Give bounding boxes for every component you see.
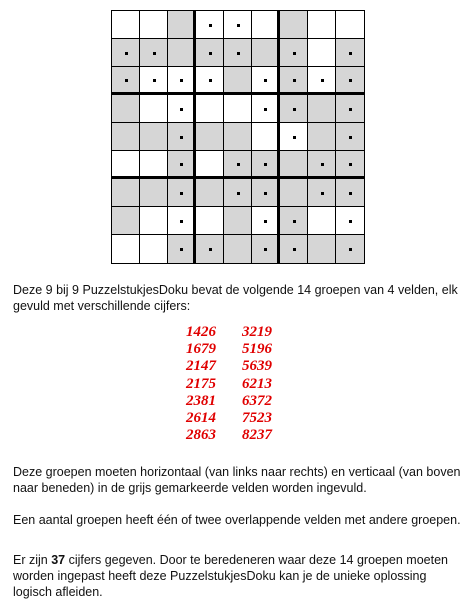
given-marker — [153, 79, 156, 82]
grid-cell — [224, 39, 252, 67]
grid-cell — [224, 151, 252, 179]
grid-cell — [280, 179, 308, 207]
group-number: 6213 — [242, 375, 272, 392]
grid-cell — [336, 151, 364, 179]
given-marker — [293, 248, 296, 251]
given-marker — [321, 79, 324, 82]
given-marker — [349, 52, 352, 55]
grid-cell — [168, 123, 196, 151]
grid-cell — [308, 39, 336, 67]
given-marker — [180, 248, 183, 251]
given-marker — [125, 52, 128, 55]
given-marker — [293, 136, 296, 139]
grid-cell — [336, 123, 364, 151]
given-marker — [180, 192, 183, 195]
grid-cell — [168, 179, 196, 207]
paragraph-direction: Deze groepen moeten horizontaal (van links naar rechts) en verticaal (van boven naar beneden) in de grijs gemarkeerde velden worden ingevuld. — [13, 465, 461, 495]
given-marker — [237, 52, 240, 55]
grid-cell — [140, 123, 168, 151]
given-marker — [264, 108, 267, 111]
given-marker — [264, 248, 267, 251]
given-count-suffix: cijfers gegeven. Door te beredeneren waar deze 14 groepen moeten worden ingepast heeft deze PuzzelstukjesDoku kan je de unieke oplossing logisch afleiden. — [13, 553, 448, 599]
given-marker — [180, 108, 183, 111]
given-marker — [237, 24, 240, 27]
grid-cell — [308, 95, 336, 123]
group-number: 2147 — [186, 358, 216, 375]
given-marker — [264, 79, 267, 82]
grid-cell — [196, 39, 224, 67]
grid-cell — [168, 235, 196, 263]
grid-cell — [308, 179, 336, 207]
grid-cell — [252, 207, 280, 235]
given-count: 37 — [51, 553, 66, 567]
given-marker — [180, 79, 183, 82]
given-marker — [264, 163, 267, 166]
paragraph-given-count — [13, 552, 463, 600]
grid-cell — [196, 235, 224, 263]
grid-cell — [308, 67, 336, 95]
given-marker — [264, 192, 267, 195]
given-marker — [209, 24, 212, 27]
grid-cell — [224, 67, 252, 95]
grid-cell — [336, 11, 364, 39]
grid-cell — [112, 235, 140, 263]
given-marker — [349, 136, 352, 139]
given-count-prefix: Er zijn — [13, 553, 52, 567]
given-marker — [293, 79, 296, 82]
grid-cell — [196, 95, 224, 123]
given-marker — [349, 163, 352, 166]
grid-cell — [336, 235, 364, 263]
grid-cell — [280, 207, 308, 235]
group-number: 2614 — [186, 410, 216, 427]
grid-cell — [196, 207, 224, 235]
group-number: 5196 — [242, 341, 272, 358]
grid-cell — [336, 179, 364, 207]
grid-cell — [112, 123, 140, 151]
group-number: 8237 — [242, 427, 272, 444]
grid-cell — [252, 39, 280, 67]
puzzle-grid — [111, 10, 365, 264]
grid-cell — [112, 151, 140, 179]
grid-cell — [224, 123, 252, 151]
given-marker — [180, 136, 183, 139]
grid-cell — [224, 11, 252, 39]
grid-cell — [168, 207, 196, 235]
grid-cell — [140, 39, 168, 67]
group-number: 5639 — [242, 358, 272, 375]
grid-cell — [168, 11, 196, 39]
grid-cell — [224, 179, 252, 207]
grid-cell — [140, 11, 168, 39]
grid-cell — [308, 207, 336, 235]
group-number: 1426 — [186, 324, 216, 340]
grid-cell — [308, 235, 336, 263]
given-marker — [237, 163, 240, 166]
given-marker — [321, 192, 324, 195]
given-marker — [293, 108, 296, 111]
given-marker — [264, 220, 267, 223]
grid-cell — [140, 207, 168, 235]
grid-cell — [336, 207, 364, 235]
given-marker — [293, 220, 296, 223]
grid-cell — [252, 179, 280, 207]
group-number: 2381 — [186, 392, 216, 409]
group-number: 2863 — [186, 427, 216, 444]
grid-cell — [140, 235, 168, 263]
grid-cell — [308, 151, 336, 179]
given-marker — [321, 163, 324, 166]
given-marker — [209, 248, 212, 251]
given-marker — [349, 220, 352, 223]
grid-cell — [336, 39, 364, 67]
grid-cell — [196, 123, 224, 151]
paragraph-overlap: Een aantal groepen heeft één of twee overlappende velden met andere groepen. — [13, 513, 461, 527]
grid-cell — [252, 151, 280, 179]
grid-cell — [224, 95, 252, 123]
given-marker — [349, 108, 352, 111]
grid-cell — [112, 11, 140, 39]
grid-cell — [168, 39, 196, 67]
grid-cell — [112, 39, 140, 67]
grid-cell — [336, 67, 364, 95]
grid-cell — [252, 95, 280, 123]
grid-cell — [252, 11, 280, 39]
given-marker — [237, 192, 240, 195]
given-marker — [209, 52, 212, 55]
given-marker — [209, 79, 212, 82]
grid-cell — [168, 67, 196, 95]
group-number: 2175 — [186, 375, 216, 392]
intro-text: Deze 9 bij 9 PuzzelstukjesDoku bevat de volgende 14 groepen van 4 velden, elk gevuld met verschillende cijfers: — [13, 283, 458, 313]
grid-cell — [112, 179, 140, 207]
group-number: 3219 — [242, 324, 272, 340]
grid-cell — [168, 151, 196, 179]
given-marker — [180, 163, 183, 166]
grid-cell — [140, 151, 168, 179]
grid-cell — [196, 67, 224, 95]
given-marker — [349, 192, 352, 195]
given-marker — [180, 220, 183, 223]
grid-cell — [196, 151, 224, 179]
group-number: 7523 — [242, 410, 272, 427]
grid-cell — [336, 95, 364, 123]
grid-cell — [280, 39, 308, 67]
grid-cell — [308, 123, 336, 151]
grid-cell — [196, 11, 224, 39]
given-marker — [349, 79, 352, 82]
groups-list — [186, 324, 298, 444]
grid-cell — [224, 235, 252, 263]
grid-cell — [308, 11, 336, 39]
grid-cell — [196, 179, 224, 207]
grid-cell — [280, 67, 308, 95]
grid-cell — [280, 95, 308, 123]
group-number: 1679 — [186, 341, 216, 358]
grid-cell — [280, 123, 308, 151]
grid-cell — [280, 235, 308, 263]
grid-cell — [252, 67, 280, 95]
grid-cell — [224, 207, 252, 235]
group-number: 6372 — [242, 392, 272, 409]
grid-cell — [112, 207, 140, 235]
grid-cell — [140, 179, 168, 207]
grid-cell — [252, 235, 280, 263]
grid-cell — [112, 95, 140, 123]
grid-cell — [252, 123, 280, 151]
grid-cell — [168, 95, 196, 123]
grid-cell — [280, 11, 308, 39]
grid-cell — [140, 95, 168, 123]
given-marker — [349, 248, 352, 251]
given-marker — [125, 79, 128, 82]
given-marker — [293, 52, 296, 55]
grid-cell — [280, 151, 308, 179]
given-marker — [153, 52, 156, 55]
grid-cell — [112, 67, 140, 95]
grid-cell — [140, 67, 168, 95]
